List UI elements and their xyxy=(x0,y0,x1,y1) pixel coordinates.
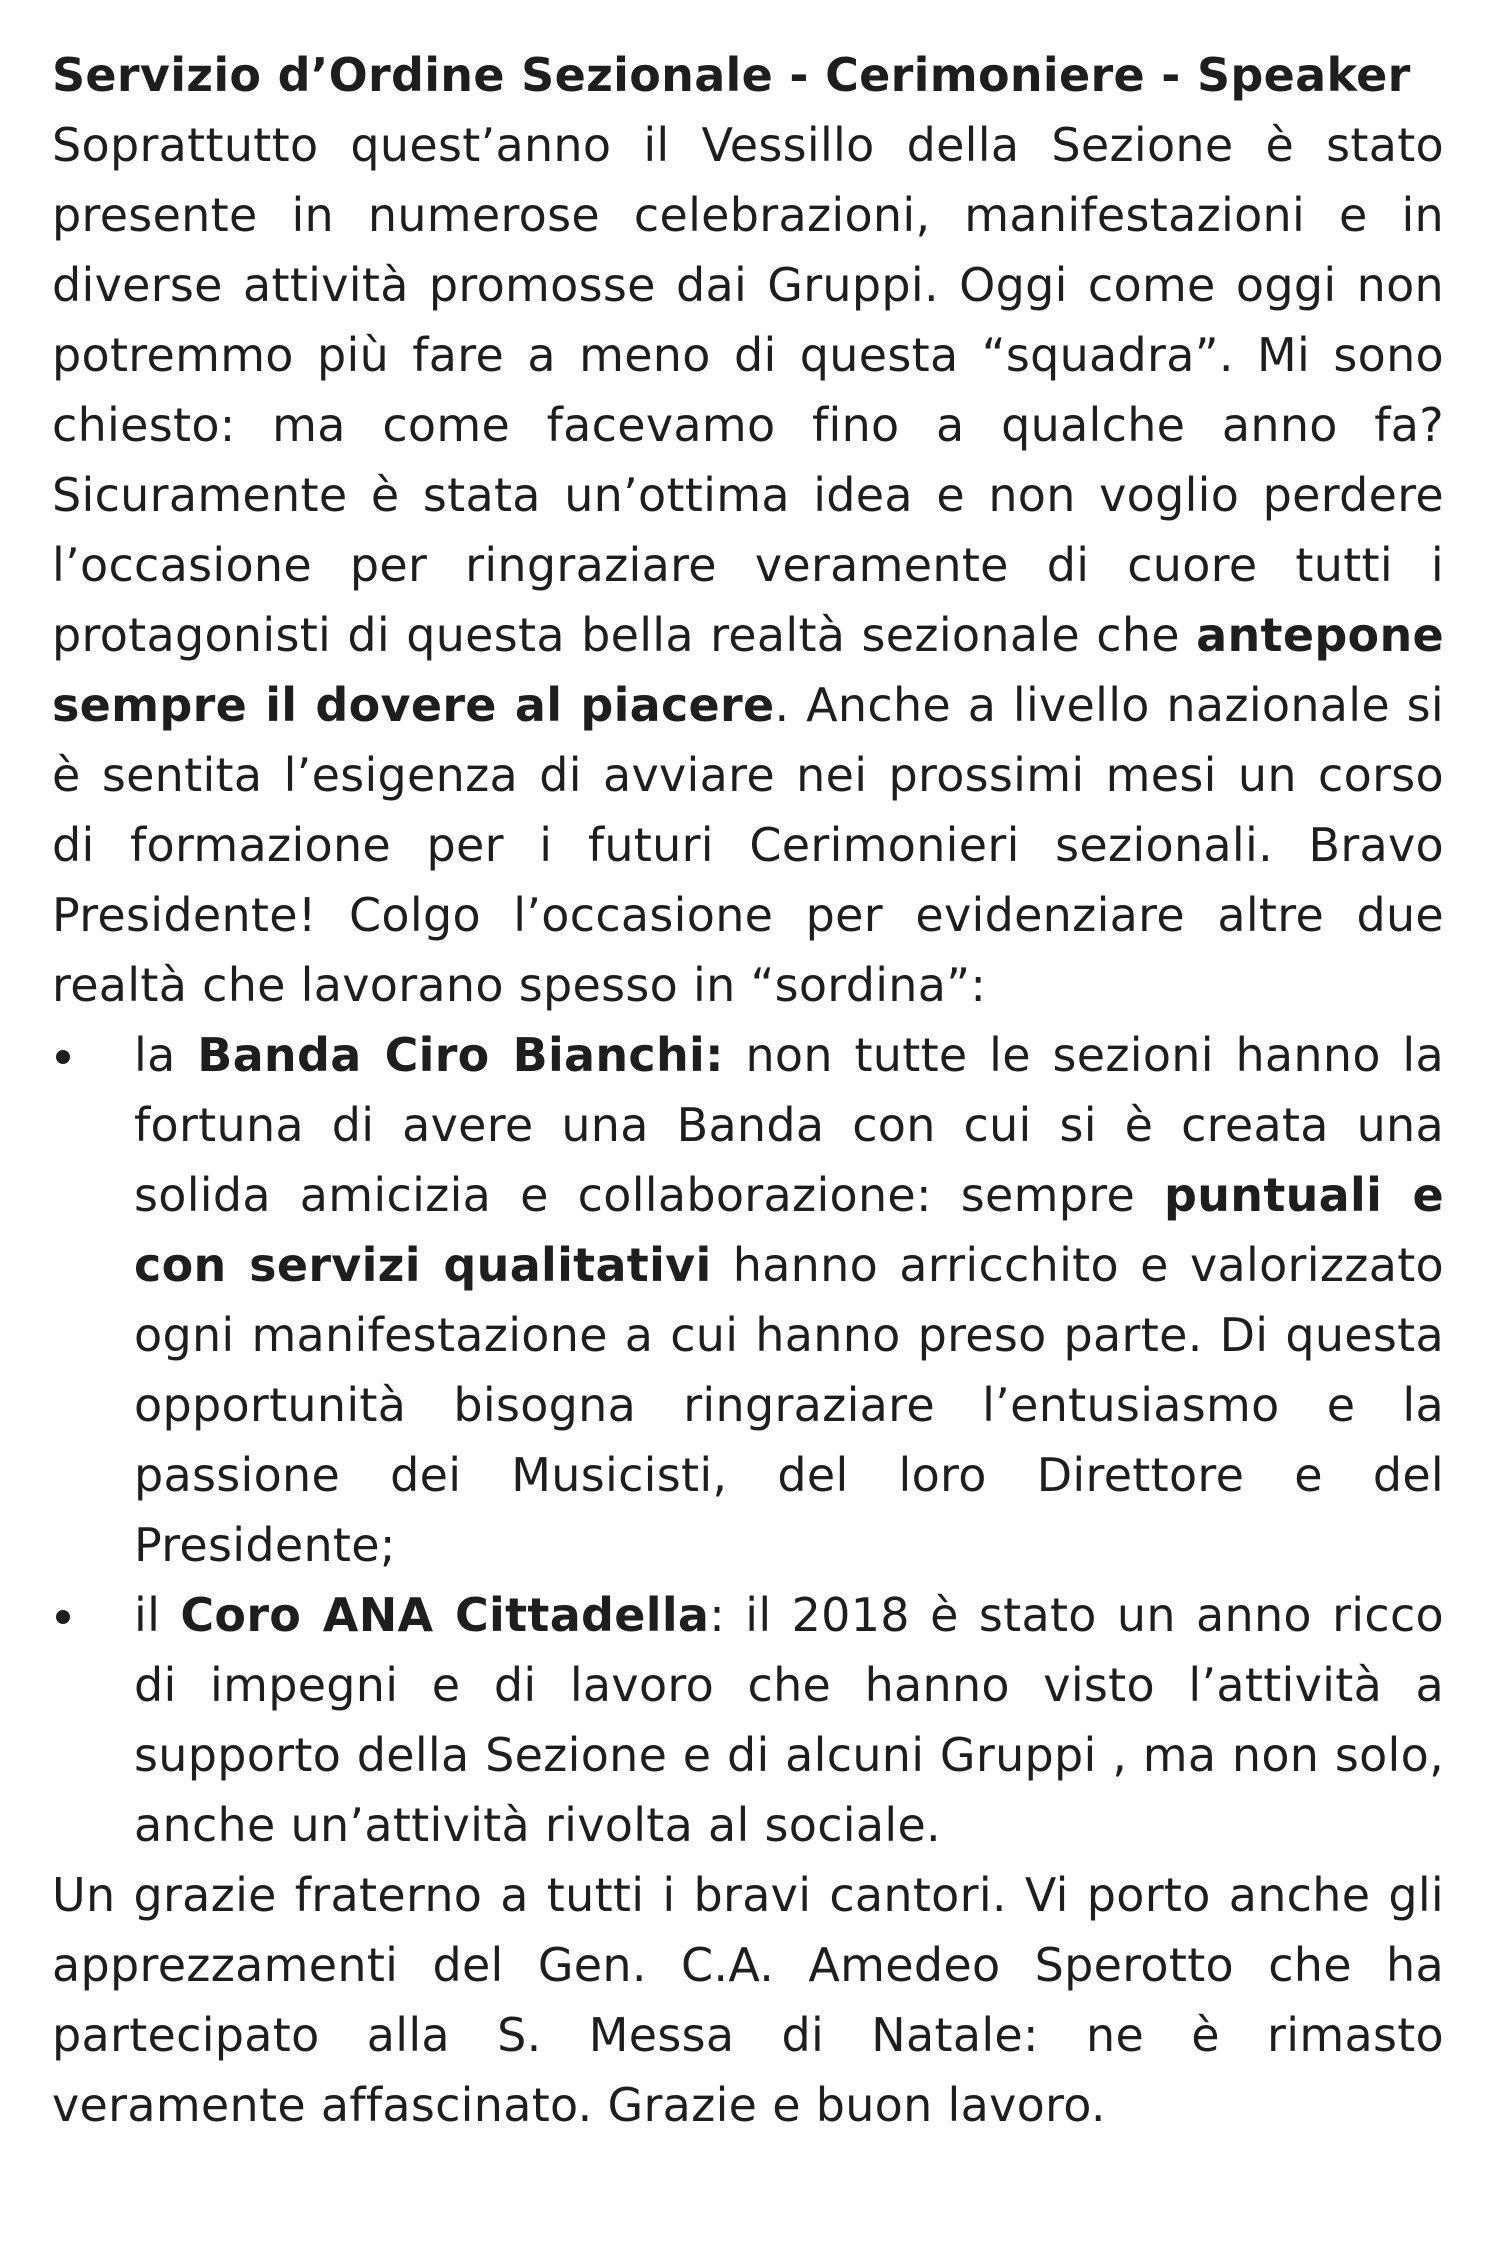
bullet-1-bold-phrase: puntuali e con servizi qualitativi xyxy=(134,1168,1444,1292)
bullet-2-bold-name: Coro ANA Cittadella xyxy=(180,1588,710,1642)
intro-text-2: . Anche a livello nazionale si è sentita l’esigenza di avviare nei prossimi mesi un corso di formazione per i futuri Cerimonieri sezionali. Bravo Presidente! Colgo l’occasione per evidenziare altre due realtà che lavorano spesso in “sordina”: xyxy=(52,678,1444,1012)
bullet-1-mid: non tutte le sezioni hanno la fortuna di avere una Banda con cui si è creata una solida amicizia e collaborazione: sempre xyxy=(134,1028,1444,1222)
bullet-dot-icon xyxy=(56,1050,70,1064)
bullet-1-bold-name: Banda Ciro Bianchi: xyxy=(197,1028,724,1082)
bullet-1-pre: la xyxy=(134,1028,198,1082)
article-title: Servizio d’Ordine Sezionale - Cerimoniere - Speaker xyxy=(52,48,1411,102)
bullet-item-coro xyxy=(52,1580,1444,1860)
bullet-dot-icon xyxy=(56,1610,70,1624)
bullet-item-banda xyxy=(52,1020,1444,1580)
bullet-list xyxy=(52,1020,1444,1860)
article xyxy=(52,40,1444,2140)
bullet-2-post: : il 2018 è stato un anno ricco di impegni e di lavoro che hanno visto l’attività a supporto della Sezione e di alcuni Gruppi , ma non solo, anche un’attività rivolta al sociale. xyxy=(134,1588,1444,1852)
intro-bold-phrase: antepone sempre il dovere al piacere xyxy=(52,608,1444,732)
closing-paragraph: Un grazie fraterno a tutti i bravi cantori. Vi porto anche gli apprezzamenti del Gen. C.A. Amedeo Sperotto che ha partecipato alla S. Messa di Natale: ne è rimasto veramente affascinato. Grazie e buon lavoro. xyxy=(52,1868,1444,2132)
intro-paragraph xyxy=(52,110,1444,1020)
intro-text-1: Soprattutto quest’anno il Vessillo della Sezione è stato presente in numerose celebrazioni, manifestazioni e in diverse attività promosse dai Gruppi. Oggi come oggi non potremmo più fare a meno di questa “squadra”. Mi sono chiesto: ma come facevamo fino a qualche anno fa? Sicuramente è stata un’ottima idea e non voglio perdere l’occasione per ringraziare veramente di cuore tutti i protagonisti di questa bella realtà sezionale che xyxy=(52,118,1444,662)
bullet-2-pre: il xyxy=(134,1588,181,1642)
bullet-1-post: hanno arricchito e valorizzato ogni manifestazione a cui hanno preso parte. Di questa opportunità bisogna ringraziare l’entusiasmo e la passione dei Musicisti, del loro Direttore e del Presidente; xyxy=(134,1238,1444,1572)
